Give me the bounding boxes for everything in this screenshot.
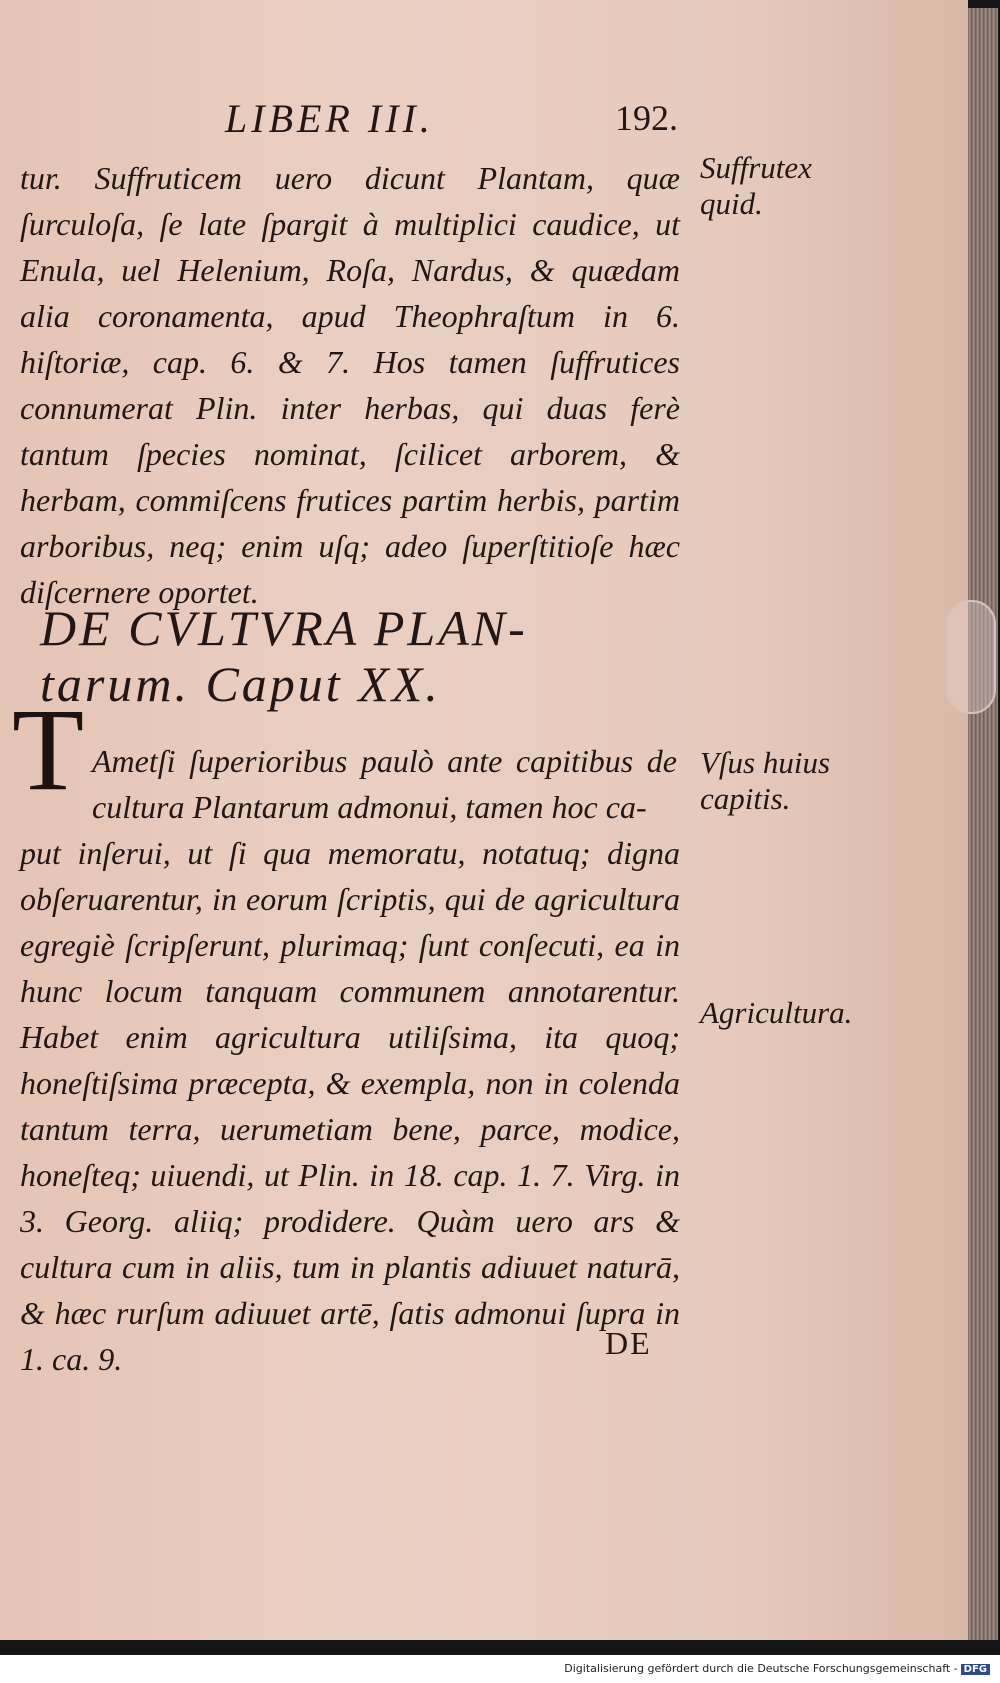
drop-cap: T xyxy=(12,684,85,815)
marginal-note: Vſus huius capitis. xyxy=(700,745,831,816)
catchword: DE xyxy=(605,1325,652,1361)
paragraph-2-lead: Ametſi ſuperioribus paulò ante capitibus de cultura Plantarum admonui, tamen hoc ca- xyxy=(92,743,677,825)
chapter-heading-line-2: tarum. Caput XX. xyxy=(40,656,441,712)
marginal-note: Agricultura. xyxy=(700,995,853,1030)
paragraph-1: tur. Suffruticem uero dicunt Plantam, quæ ſurculoſa, ſe late ſpargit à multiplici caudice, ut Enula, uel Helenium, Roſa, Nardus, & quædam alia coronamenta, apud Theophraſtum in 6. hiſtoriæ, cap. 6. & 7. Hos tamen ſuffrutices connumerat Plin. inter herbas, qui duas ferè tantum ſpecies nominat, ſcilicet arborem, & herbam, commiſcens frutices partim herbis, partim arboribus, neq; enim uſq; adeo ſuperſtitioſe hæc diſcernere oportet. xyxy=(20,160,680,610)
marginal-note: Suffrutex quid. xyxy=(700,150,812,221)
chapter-heading-line-1: DE CVLTVRA PLAN- xyxy=(40,600,528,656)
page-edge xyxy=(968,8,998,1640)
credit-text: Digitalisierung gefördert durch die Deutsche Forschungsgemeinschaft - xyxy=(564,1662,958,1675)
running-title: LIBER III. xyxy=(225,96,434,141)
digitization-credit xyxy=(564,1662,990,1675)
dfg-logo: DFG xyxy=(961,1664,990,1675)
page-number: 192. xyxy=(615,98,678,138)
paragraph-2: put inſerui, ut ſi qua memoratu, notatuq; digna obſeruarentur, in eorum ſcriptis, qui de agricultura egregiè ſcripſerunt, plurimaq; ſunt conſecuti, ea in hunc locum tanquam communem annotarentur. Habet enim agricultura utiliſsima, ita quoq; honeſtiſsima præcepta, & exempla, non in colenda tantum terra, uerumetiam bene, parce, modice, honeſteq; uiuendi, ut Plin. in 18. cap. 1. 7. Virg. in 3. Georg. aliiq; prodidere. Quàm uero ars & cultura cum in aliis, tum in plantis adiuuet naturā, & hæc rurſum adiuuet artē, ſatis admonui ſupra in 1. ca. 9. xyxy=(20,835,680,1377)
chapter-heading xyxy=(40,600,690,712)
page-header xyxy=(0,95,700,145)
